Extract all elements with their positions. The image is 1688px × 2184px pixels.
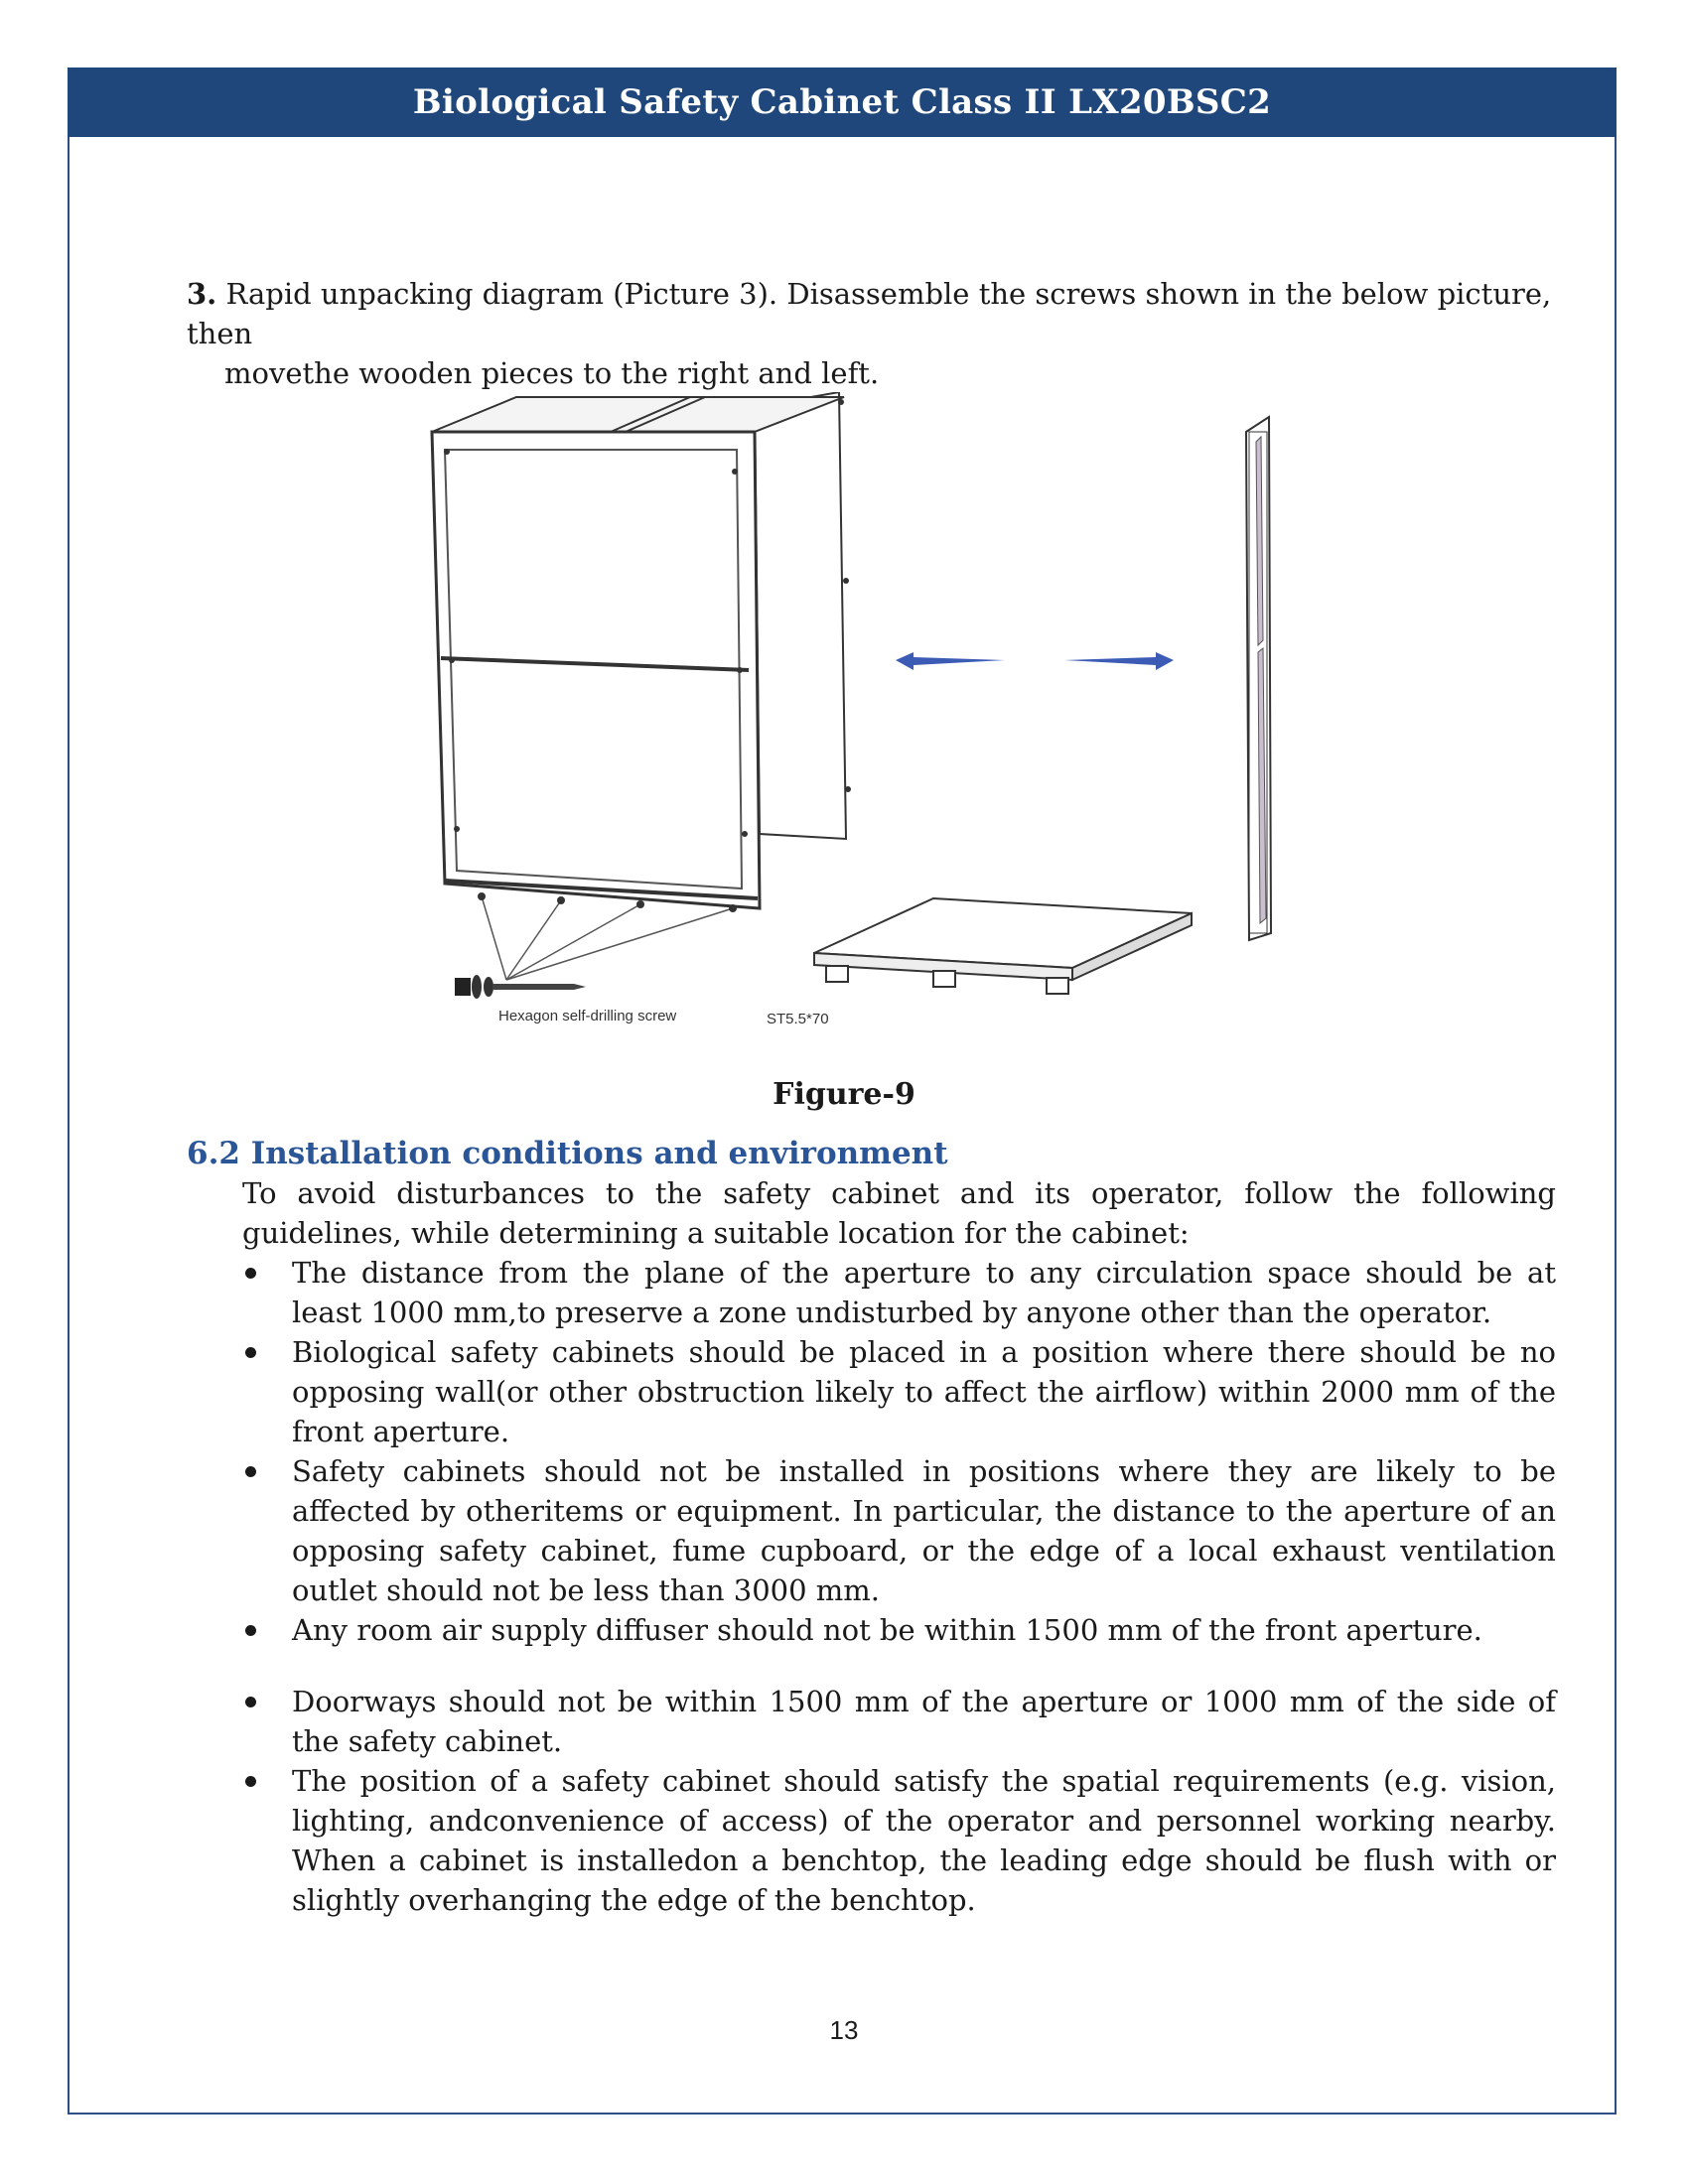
list-item xyxy=(242,1451,1556,1610)
bullet-icon xyxy=(245,1625,256,1636)
bullet-icon xyxy=(245,1776,256,1787)
pallet-block xyxy=(1047,978,1068,994)
screw-dot xyxy=(557,896,565,904)
guideline-list xyxy=(242,1253,1556,1920)
screw-dot xyxy=(845,786,851,792)
screw-dot xyxy=(444,449,450,455)
figure-caption: Figure-9 xyxy=(773,1077,915,1112)
bullet-icon xyxy=(245,1466,256,1477)
screw-pointer-lines xyxy=(482,896,733,980)
list-item xyxy=(242,1332,1556,1451)
screw-label: Hexagon self-drilling screw xyxy=(498,1008,677,1024)
section-heading: 6.2 Installation conditions and environment xyxy=(187,1136,948,1171)
screw-spec-label: ST5.5*70 xyxy=(767,1011,829,1027)
bullet-icon xyxy=(245,1347,256,1358)
list-item xyxy=(242,1761,1556,1920)
crate-side-panel xyxy=(755,392,846,839)
section-intro: To avoid disturbances to the safety cabinet and its operator, follow the following guidelines, while determining a suitable location for the cabinet: xyxy=(242,1176,1556,1250)
bullet-icon xyxy=(245,1268,256,1279)
screw-dot xyxy=(742,831,748,837)
screw-dot xyxy=(732,469,738,475)
list-item-text: The distance from the plane of the aperture to any circulation space should be at least 1000 mm,to preserve a zone undisturbed by anyone other than the operator. xyxy=(292,1256,1556,1329)
double-arrow-icon xyxy=(896,652,1174,670)
step-number: 3. xyxy=(187,277,217,311)
screw-dot xyxy=(729,904,737,912)
list-item-text: The position of a safety cabinet should satisfy the spatial requirements (e.g. vision, lighting, andconvenience of access) of the operator and personnel working nearby. When a cabinet is installedon a benchtop, the leading edge should be flush with or slightly overhanging the edge of the benchtop. xyxy=(292,1764,1556,1917)
screw-dot xyxy=(843,578,849,584)
list-item xyxy=(242,1610,1556,1650)
list-item xyxy=(242,1253,1556,1332)
screw-dot xyxy=(454,826,460,832)
screw-dot xyxy=(636,900,644,908)
list-item-text: Doorways should not be within 1500 mm of the aperture or 1000 mm of the side of the safety cabinet. xyxy=(292,1685,1556,1758)
step-line-1: Rapid unpacking diagram (Picture 3). Disassemble the screws shown in the below picture, then xyxy=(187,277,1552,350)
screw-dot xyxy=(449,657,455,663)
list-item-text: Biological safety cabinets should be placed in a position where there should be no opposing wall(or other obstruction likely to affect the airflow) within 2000 mm of the front aperture. xyxy=(292,1335,1556,1448)
hexagon-screw-icon xyxy=(455,975,586,999)
list-item xyxy=(242,1682,1556,1761)
step-3-text xyxy=(187,274,1557,393)
step-line-2: movethe wooden pieces to the right and left. xyxy=(224,356,880,390)
list-item-text: Any room air supply diffuser should not be within 1500 mm of the front aperture. xyxy=(292,1613,1482,1647)
screw-dot xyxy=(478,892,486,900)
page-number: 13 xyxy=(829,2015,859,2045)
document-header: Biological Safety Cabinet Class II LX20BSC2 xyxy=(68,68,1617,137)
list-item-text: Safety cabinets should not be installed in positions where they are likely to be affected by otheritems or equipment. In particular, the distance to the aperture of an opposing safety cabinet, fume cupboard, or the edge of a local exhaust ventilation outlet should not be less than 3000 mm. xyxy=(292,1454,1556,1607)
screw-dot xyxy=(737,667,743,673)
unpacking-diagram xyxy=(417,392,1311,1047)
pallet-block xyxy=(933,971,955,987)
pallet-block xyxy=(826,966,848,982)
unpacking-diagram-svg xyxy=(417,392,1311,1047)
bullet-icon xyxy=(245,1697,256,1707)
